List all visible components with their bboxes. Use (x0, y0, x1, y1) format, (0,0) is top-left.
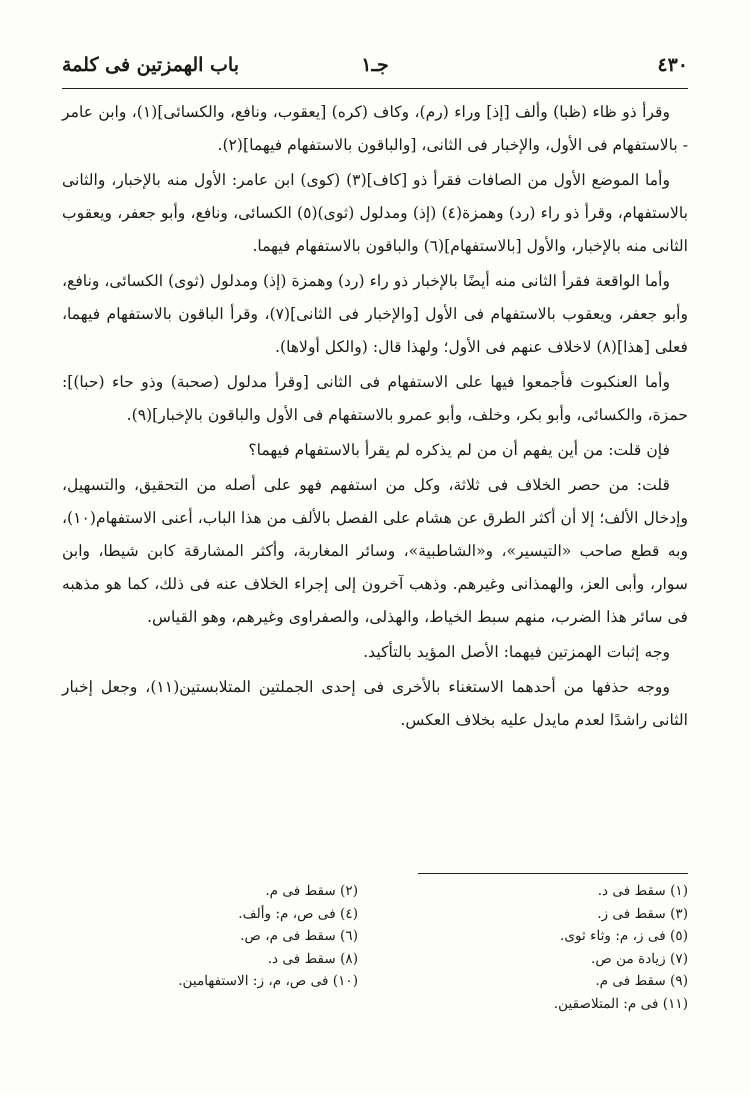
volume-label: جـ١ (361, 54, 389, 76)
page-number: ٤٣٠ (657, 54, 688, 76)
footnote: (٤) فى ص، م: وألف. (238, 905, 358, 922)
paragraph: ووجه حذفها من أحدهما الاستغناء بالأخرى فى إحدى الجملتين المتلابستين(١١)، وجعل إخبار الثانى راشدًا لعدم مايدل عليه بخلاف العكس. (62, 678, 688, 729)
paragraph: فإن قلت: من أين يفهم أن من لم يذكره لم يقرأ بالاستفهام فيهما؟ (248, 441, 670, 459)
footnote: (٧) زيادة من ص. (591, 950, 688, 967)
running-header (62, 48, 688, 89)
footnote-divider (418, 873, 688, 874)
footnote: (٦) سقط فى م، ص. (240, 928, 358, 944)
chapter-title: باب الهمزتين فى كلمة (62, 54, 240, 76)
footnote: (٥) فى ز، م: وثاء ثوى. (560, 928, 688, 944)
footnote: (١١) فى م: المتلاصقين. (553, 995, 688, 1012)
paragraph: وأما العنكبوت فأجمعوا فيها على الاستفهام فى الثانى [وقرأ مدلول (صحبة) وذو حاء (حبا)]: حمزة، والكسائى، وأبو بكر، وخلف، وأبو عمرو بالاستفهام فى الأول والباقون بالإخبار](٩). (62, 373, 688, 424)
footnote: (٨) سقط فى د. (267, 950, 358, 967)
main-text (62, 96, 688, 739)
footnote: (١٠) فى ص، م، ز: الاستفهامين. (178, 973, 358, 989)
paragraph: وجه إثبات الهمزتين فيهما: الأصل المؤيد بالتأكيد. (363, 643, 670, 661)
footnote: (٩) سقط فى م. (595, 973, 688, 989)
footnote: (٣) سقط فى ز. (597, 905, 688, 922)
paragraph: وقرأ ذو ظاء (ظبا) وألف [إذ] وراء (رم)، وكاف (كره) [يعقوب، ونافع، والكسائى](١)، وابن عامر - بالاستفهام فى الأول، والإخبار فى الثانى، [والباقون بالاستفهام فيهما](٢). (62, 103, 688, 154)
paragraph: وأما الموضع الأول من الصافات فقرأ ذو [كاف](٣) (كوى) ابن عامر: الأول منه بالإخبار، والثانى بالاستفهام، وقرأ ذو راء (رد) وهمزة(٤) (إذ) ومدلول (ثوى)(٥) الكسائى، ونافع، وأبو جعفر، ويعقوب الثانى منه بالإخبار، والأول [بالاستفهام](٦) والباقون بالاستفهام فيهما. (62, 171, 688, 255)
paragraph: وأما الواقعة فقرأ الثانى منه أيضًا بالإخبار ذو راء (رد) وهمزة (إذ) ومدلول (ثوى) الكسائى، ونافع، وأبو جعفر، ويعقوب بالاستفهام فى الأول [والإخبار فى الثانى](٧)، وقرأ الباقون بالاستفهام فيهما، فعلى [هذا](٨) لاخلاف عنهم فى الأول؛ ولهذا قال: (والكل أولاها). (62, 272, 688, 356)
footnotes-left-column (58, 880, 358, 993)
paragraph: قلت: من حصر الخلاف فى ثلاثة، وكل من استفهم فهو على أصله من التحقيق، والتسهيل، وإدخال الألف؛ إلا أن أكثر الطرق عن هشام على الفصل بالألف من هذا الباب، أعنى الاستفهام(١٠)، وبه قطع صاحب «التيسير»، و«الشاطبية»، وسائر المغاربة، وأكثر المشارقة كابن شيطا، وابن سوار، وأبى العز، والهمذانى وغيرهم. وذهب آخرون إلى إجراء الخلاف عنه فى ذلك، كما هو مذهبه فى سائر هذا الضرب، منهم سبط الخياط، والهذلى، والصفراوى وغيرهم، وهو القياس. (62, 476, 688, 626)
footnotes-right-column (388, 880, 688, 1015)
footnote: (٢) سقط فى م. (265, 883, 358, 899)
footnote: (١) سقط فى د. (597, 883, 688, 899)
